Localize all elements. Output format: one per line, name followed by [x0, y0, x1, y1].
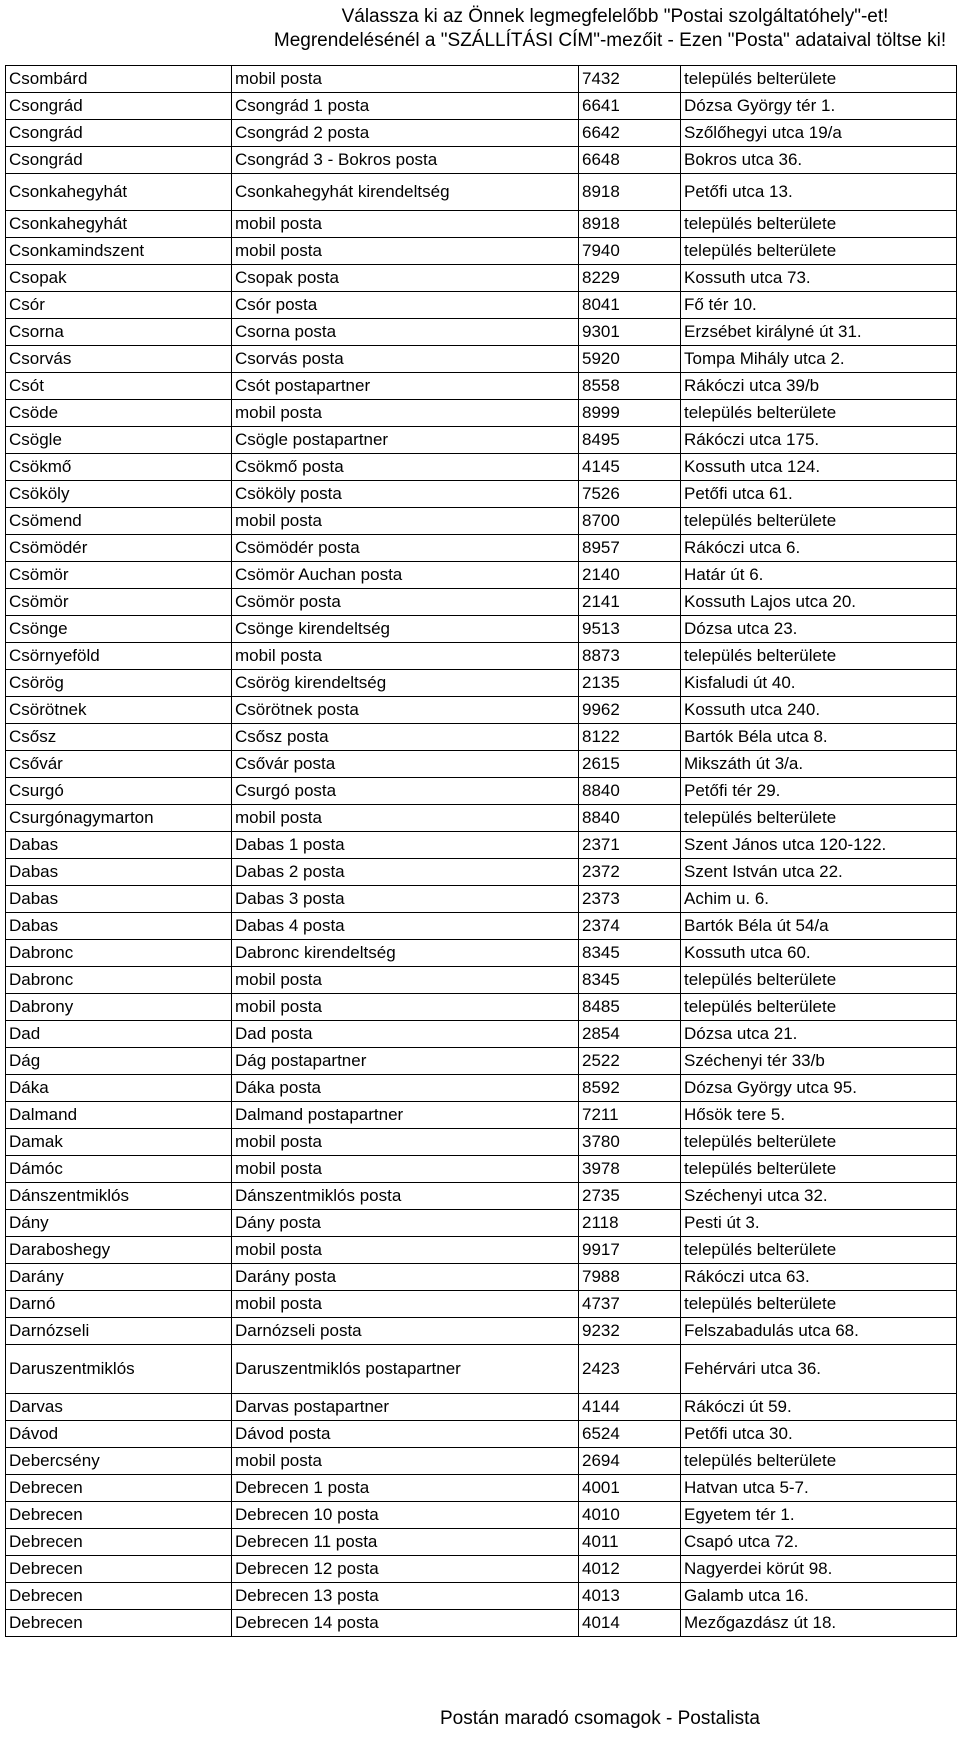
office-name-cell: Csorvás posta	[232, 346, 579, 373]
postcode-cell: 8485	[579, 994, 681, 1021]
postcode-cell: 9917	[579, 1237, 681, 1264]
address-cell: Kisfaludi út 40.	[681, 670, 957, 697]
table-row	[6, 778, 957, 805]
office-name-cell: Dáka posta	[232, 1075, 579, 1102]
table-row	[6, 211, 957, 238]
settlement-cell: Daraboshegy	[6, 1237, 232, 1264]
table-row	[6, 120, 957, 147]
address-cell: Mikszáth út 3/a.	[681, 751, 957, 778]
settlement-cell: Csombárd	[6, 66, 232, 93]
address-cell: Kossuth Lajos utca 20.	[681, 589, 957, 616]
office-name-cell: Dág postapartner	[232, 1048, 579, 1075]
address-cell: Petőfi utca 61.	[681, 481, 957, 508]
office-name-cell: Csörög kirendeltség	[232, 670, 579, 697]
postcode-cell: 3978	[579, 1156, 681, 1183]
settlement-cell: Csögle	[6, 427, 232, 454]
postcode-cell: 8592	[579, 1075, 681, 1102]
postcode-cell: 2423	[579, 1345, 681, 1394]
office-name-cell: Debrecen 12 posta	[232, 1556, 579, 1583]
address-cell: Mezőgazdász út 18.	[681, 1610, 957, 1637]
settlement-cell: Csót	[6, 373, 232, 400]
table-row	[6, 535, 957, 562]
table-row	[6, 940, 957, 967]
address-cell: Petőfi utca 30.	[681, 1421, 957, 1448]
postcode-cell: 2135	[579, 670, 681, 697]
settlement-cell: Csököly	[6, 481, 232, 508]
settlement-cell: Csömödér	[6, 535, 232, 562]
table-row	[6, 1291, 957, 1318]
office-name-cell: Dabronc kirendeltség	[232, 940, 579, 967]
office-name-cell: Debrecen 10 posta	[232, 1502, 579, 1529]
address-cell: Petőfi tér 29.	[681, 778, 957, 805]
table-row	[6, 147, 957, 174]
table-row	[6, 66, 957, 93]
settlement-cell: Csonkahegyhát	[6, 211, 232, 238]
office-name-cell: Dánszentmiklós posta	[232, 1183, 579, 1210]
settlement-cell: Dabas	[6, 859, 232, 886]
settlement-cell: Csömend	[6, 508, 232, 535]
office-name-cell: Csorna posta	[232, 319, 579, 346]
address-cell: település belterülete	[681, 805, 957, 832]
postcode-cell: 8041	[579, 292, 681, 319]
settlement-cell: Darnó	[6, 1291, 232, 1318]
address-cell: település belterülete	[681, 967, 957, 994]
table-row	[6, 1610, 957, 1637]
address-cell: Fehérvári utca 36.	[681, 1345, 957, 1394]
address-cell: Dózsa György tér 1.	[681, 93, 957, 120]
office-name-cell: Csömör Auchan posta	[232, 562, 579, 589]
table-row	[6, 292, 957, 319]
postcode-cell: 8229	[579, 265, 681, 292]
postcode-cell: 4012	[579, 1556, 681, 1583]
post-office-table-body	[6, 66, 957, 1637]
postcode-cell: 5920	[579, 346, 681, 373]
office-name-cell: Csór posta	[232, 292, 579, 319]
table-row	[6, 400, 957, 427]
settlement-cell: Csömör	[6, 562, 232, 589]
postcode-cell: 8345	[579, 940, 681, 967]
settlement-cell: Csór	[6, 292, 232, 319]
office-name-cell: Dabas 1 posta	[232, 832, 579, 859]
settlement-cell: Dabas	[6, 913, 232, 940]
office-name-cell: Csót postapartner	[232, 373, 579, 400]
postcode-cell: 9962	[579, 697, 681, 724]
postcode-cell: 4013	[579, 1583, 681, 1610]
postcode-cell: 8873	[579, 643, 681, 670]
office-name-cell: mobil posta	[232, 400, 579, 427]
office-name-cell: Csopak posta	[232, 265, 579, 292]
header-line-2: Megrendelésénél a "SZÁLLÍTÁSI CÍM"-mezőit - Ezen "Posta" adataival töltse ki!	[273, 30, 947, 51]
office-name-cell: Debrecen 14 posta	[232, 1610, 579, 1637]
settlement-cell: Dabas	[6, 832, 232, 859]
settlement-cell: Csurgó	[6, 778, 232, 805]
postcode-cell: 8495	[579, 427, 681, 454]
post-office-table	[5, 65, 957, 1637]
postcode-cell: 2118	[579, 1210, 681, 1237]
settlement-cell: Dány	[6, 1210, 232, 1237]
postcode-cell: 2371	[579, 832, 681, 859]
table-row	[6, 1448, 957, 1475]
table-row	[6, 697, 957, 724]
settlement-cell: Dabronc	[6, 967, 232, 994]
settlement-cell: Csörötnek	[6, 697, 232, 724]
office-name-cell: mobil posta	[232, 805, 579, 832]
settlement-cell: Dág	[6, 1048, 232, 1075]
postcode-cell: 4011	[579, 1529, 681, 1556]
address-cell: Kossuth utca 60.	[681, 940, 957, 967]
postcode-cell: 4144	[579, 1394, 681, 1421]
settlement-cell: Debrecen	[6, 1583, 232, 1610]
address-cell: Felszabadulás utca 68.	[681, 1318, 957, 1345]
table-row	[6, 1529, 957, 1556]
settlement-cell: Csongrád	[6, 93, 232, 120]
office-name-cell: Csörötnek posta	[232, 697, 579, 724]
office-name-cell: Csurgó posta	[232, 778, 579, 805]
settlement-cell: Csönge	[6, 616, 232, 643]
address-cell: Fő tér 10.	[681, 292, 957, 319]
table-row	[6, 1583, 957, 1610]
settlement-cell: Dávod	[6, 1421, 232, 1448]
office-name-cell: Daruszentmiklós postapartner	[232, 1345, 579, 1394]
postcode-cell: 4001	[579, 1475, 681, 1502]
page-header	[0, 0, 960, 53]
address-cell: Egyetem tér 1.	[681, 1502, 957, 1529]
table-row	[6, 724, 957, 751]
office-name-cell: Dabas 4 posta	[232, 913, 579, 940]
settlement-cell: Csöde	[6, 400, 232, 427]
address-cell: Petőfi utca 13.	[681, 174, 957, 211]
settlement-cell: Dalmand	[6, 1102, 232, 1129]
postcode-cell: 6524	[579, 1421, 681, 1448]
postcode-cell: 7940	[579, 238, 681, 265]
office-name-cell: Debrecen 13 posta	[232, 1583, 579, 1610]
settlement-cell: Darnózseli	[6, 1318, 232, 1345]
address-cell: település belterülete	[681, 994, 957, 1021]
office-name-cell: mobil posta	[232, 643, 579, 670]
table-row	[6, 1021, 957, 1048]
table-row	[6, 1210, 957, 1237]
address-cell: Rákóczi utca 39/b	[681, 373, 957, 400]
office-name-cell: Csongrád 2 posta	[232, 120, 579, 147]
address-cell: Tompa Mihály utca 2.	[681, 346, 957, 373]
table-row	[6, 886, 957, 913]
postcode-cell: 7526	[579, 481, 681, 508]
address-cell: Erzsébet királyné út 31.	[681, 319, 957, 346]
address-cell: Nagyerdei körút 98.	[681, 1556, 957, 1583]
office-name-cell: Dabas 2 posta	[232, 859, 579, 886]
address-cell: település belterülete	[681, 66, 957, 93]
address-cell: település belterülete	[681, 1129, 957, 1156]
table-row	[6, 427, 957, 454]
header-line-1: Válassza ki az Önnek legmegfelelőbb "Postai szolgáltatóhely"-et!	[341, 6, 889, 27]
postcode-cell: 4145	[579, 454, 681, 481]
settlement-cell: Daruszentmiklós	[6, 1345, 232, 1394]
settlement-cell: Csorna	[6, 319, 232, 346]
address-cell: település belterülete	[681, 211, 957, 238]
office-name-cell: Csököly posta	[232, 481, 579, 508]
office-name-cell: Csősz posta	[232, 724, 579, 751]
settlement-cell: Csömör	[6, 589, 232, 616]
address-cell: Bartók Béla út 54/a	[681, 913, 957, 940]
office-name-cell: mobil posta	[232, 1129, 579, 1156]
settlement-cell: Debrecen	[6, 1475, 232, 1502]
office-name-cell: mobil posta	[232, 1448, 579, 1475]
table-row	[6, 1421, 957, 1448]
address-cell: Határ út 6.	[681, 562, 957, 589]
address-cell: Széchenyi tér 33/b	[681, 1048, 957, 1075]
postcode-cell: 8957	[579, 535, 681, 562]
page-footer: Postán maradó csomagok - Postalista	[440, 1708, 760, 1729]
settlement-cell: Csörög	[6, 670, 232, 697]
settlement-cell: Darány	[6, 1264, 232, 1291]
settlement-cell: Dabas	[6, 886, 232, 913]
table-row	[6, 265, 957, 292]
address-cell: Dózsa utca 21.	[681, 1021, 957, 1048]
table-row	[6, 1102, 957, 1129]
postcode-cell: 3780	[579, 1129, 681, 1156]
table-row	[6, 1237, 957, 1264]
settlement-cell: Csonkahegyhát	[6, 174, 232, 211]
table-row	[6, 1048, 957, 1075]
table-row	[6, 1318, 957, 1345]
postcode-cell: 2374	[579, 913, 681, 940]
address-cell: település belterülete	[681, 508, 957, 535]
address-cell: Rákóczi utca 175.	[681, 427, 957, 454]
address-cell: Rákóczi utca 6.	[681, 535, 957, 562]
office-name-cell: mobil posta	[232, 967, 579, 994]
postcode-cell: 7211	[579, 1102, 681, 1129]
table-row	[6, 508, 957, 535]
office-name-cell: Dad posta	[232, 1021, 579, 1048]
postcode-cell: 2372	[579, 859, 681, 886]
postcode-cell: 8918	[579, 211, 681, 238]
postcode-cell: 6648	[579, 147, 681, 174]
settlement-cell: Dabrony	[6, 994, 232, 1021]
settlement-cell: Dad	[6, 1021, 232, 1048]
postcode-cell: 2140	[579, 562, 681, 589]
table-row	[6, 319, 957, 346]
postcode-cell: 2854	[579, 1021, 681, 1048]
address-cell: Kossuth utca 73.	[681, 265, 957, 292]
table-row	[6, 1345, 957, 1394]
table-row	[6, 832, 957, 859]
postcode-cell: 7988	[579, 1264, 681, 1291]
settlement-cell: Csonkamindszent	[6, 238, 232, 265]
office-name-cell: mobil posta	[232, 1237, 579, 1264]
table-row	[6, 1129, 957, 1156]
settlement-cell: Dámóc	[6, 1156, 232, 1183]
settlement-cell: Debrecen	[6, 1610, 232, 1637]
office-name-cell: Csonkahegyhát kirendeltség	[232, 174, 579, 211]
table-row	[6, 93, 957, 120]
address-cell: Dózsa utca 23.	[681, 616, 957, 643]
address-cell: Achim u. 6.	[681, 886, 957, 913]
postcode-cell: 2522	[579, 1048, 681, 1075]
office-name-cell: Darnózseli posta	[232, 1318, 579, 1345]
postcode-cell: 8840	[579, 805, 681, 832]
office-name-cell: Csönge kirendeltség	[232, 616, 579, 643]
address-cell: település belterülete	[681, 400, 957, 427]
table-row	[6, 1502, 957, 1529]
office-name-cell: Csongrád 3 - Bokros posta	[232, 147, 579, 174]
postcode-cell: 6641	[579, 93, 681, 120]
office-name-cell: Csömör posta	[232, 589, 579, 616]
table-row	[6, 454, 957, 481]
table-row	[6, 670, 957, 697]
table-row	[6, 1183, 957, 1210]
table-row	[6, 1156, 957, 1183]
office-name-cell: Csögle postapartner	[232, 427, 579, 454]
table-row	[6, 805, 957, 832]
table-row	[6, 1556, 957, 1583]
postcode-cell: 8999	[579, 400, 681, 427]
address-cell: Bartók Béla utca 8.	[681, 724, 957, 751]
address-cell: Széchenyi utca 32.	[681, 1183, 957, 1210]
settlement-cell: Debrecen	[6, 1529, 232, 1556]
postcode-cell: 4010	[579, 1502, 681, 1529]
postcode-cell: 9232	[579, 1318, 681, 1345]
settlement-cell: Csökmő	[6, 454, 232, 481]
office-name-cell: Darvas postapartner	[232, 1394, 579, 1421]
address-cell: település belterülete	[681, 1156, 957, 1183]
table-row	[6, 346, 957, 373]
office-name-cell: Dány posta	[232, 1210, 579, 1237]
postcode-cell: 8840	[579, 778, 681, 805]
address-cell: település belterülete	[681, 1291, 957, 1318]
table-row	[6, 994, 957, 1021]
office-name-cell: mobil posta	[232, 66, 579, 93]
table-row	[6, 481, 957, 508]
table-row	[6, 751, 957, 778]
address-cell: Szent István utca 22.	[681, 859, 957, 886]
address-cell: Galamb utca 16.	[681, 1583, 957, 1610]
address-cell: Bokros utca 36.	[681, 147, 957, 174]
table-row	[6, 967, 957, 994]
settlement-cell: Debrecen	[6, 1556, 232, 1583]
postcode-cell: 9301	[579, 319, 681, 346]
office-name-cell: mobil posta	[232, 1291, 579, 1318]
address-cell: Csapó utca 72.	[681, 1529, 957, 1556]
table-row	[6, 616, 957, 643]
settlement-cell: Csörnyeföld	[6, 643, 232, 670]
postcode-cell: 8345	[579, 967, 681, 994]
settlement-cell: Darvas	[6, 1394, 232, 1421]
address-cell: Rákóczi út 59.	[681, 1394, 957, 1421]
settlement-cell: Debercsény	[6, 1448, 232, 1475]
address-cell: Rákóczi utca 63.	[681, 1264, 957, 1291]
address-cell: település belterülete	[681, 1237, 957, 1264]
office-name-cell: Dalmand postapartner	[232, 1102, 579, 1129]
address-cell: település belterülete	[681, 643, 957, 670]
postcode-cell: 4737	[579, 1291, 681, 1318]
office-name-cell: mobil posta	[232, 238, 579, 265]
table-row	[6, 859, 957, 886]
settlement-cell: Debrecen	[6, 1502, 232, 1529]
postcode-cell: 6642	[579, 120, 681, 147]
table-row	[6, 373, 957, 400]
settlement-cell: Dánszentmiklós	[6, 1183, 232, 1210]
postcode-cell: 7432	[579, 66, 681, 93]
table-row	[6, 913, 957, 940]
settlement-cell: Csősz	[6, 724, 232, 751]
office-name-cell: Csökmő posta	[232, 454, 579, 481]
table-row	[6, 562, 957, 589]
table-row	[6, 1264, 957, 1291]
table-row	[6, 238, 957, 265]
office-name-cell: Dabas 3 posta	[232, 886, 579, 913]
postcode-cell: 2694	[579, 1448, 681, 1475]
postcode-cell: 2373	[579, 886, 681, 913]
settlement-cell: Csurgónagymarton	[6, 805, 232, 832]
address-cell: település belterülete	[681, 238, 957, 265]
postcode-cell: 8122	[579, 724, 681, 751]
settlement-cell: Dáka	[6, 1075, 232, 1102]
office-name-cell: mobil posta	[232, 1156, 579, 1183]
settlement-cell: Csopak	[6, 265, 232, 292]
table-row	[6, 174, 957, 211]
address-cell: Dózsa György utca 95.	[681, 1075, 957, 1102]
office-name-cell: Debrecen 11 posta	[232, 1529, 579, 1556]
address-cell: Kossuth utca 240.	[681, 697, 957, 724]
postcode-cell: 4014	[579, 1610, 681, 1637]
settlement-cell: Csővár	[6, 751, 232, 778]
postcode-cell: 2615	[579, 751, 681, 778]
office-name-cell: Dávod posta	[232, 1421, 579, 1448]
settlement-cell: Dabronc	[6, 940, 232, 967]
address-cell: Hatvan utca 5-7.	[681, 1475, 957, 1502]
settlement-cell: Csorvás	[6, 346, 232, 373]
postcode-cell: 8558	[579, 373, 681, 400]
address-cell: Kossuth utca 124.	[681, 454, 957, 481]
table-row	[6, 1475, 957, 1502]
address-cell: Pesti út 3.	[681, 1210, 957, 1237]
table-row	[6, 643, 957, 670]
settlement-cell: Csongrád	[6, 120, 232, 147]
office-name-cell: mobil posta	[232, 211, 579, 238]
address-cell: Szent János utca 120-122.	[681, 832, 957, 859]
office-name-cell: mobil posta	[232, 508, 579, 535]
address-cell: település belterülete	[681, 1448, 957, 1475]
address-cell: Hősök tere 5.	[681, 1102, 957, 1129]
office-name-cell: Csömödér posta	[232, 535, 579, 562]
office-name-cell: mobil posta	[232, 994, 579, 1021]
postcode-cell: 2735	[579, 1183, 681, 1210]
postcode-cell: 8918	[579, 174, 681, 211]
table-row	[6, 1394, 957, 1421]
table-row	[6, 1075, 957, 1102]
settlement-cell: Damak	[6, 1129, 232, 1156]
office-name-cell: Debrecen 1 posta	[232, 1475, 579, 1502]
postcode-cell: 9513	[579, 616, 681, 643]
postcode-cell: 8700	[579, 508, 681, 535]
office-name-cell: Csővár posta	[232, 751, 579, 778]
table-row	[6, 589, 957, 616]
address-cell: Szőlőhegyi utca 19/a	[681, 120, 957, 147]
settlement-cell: Csongrád	[6, 147, 232, 174]
office-name-cell: Darány posta	[232, 1264, 579, 1291]
office-name-cell: Csongrád 1 posta	[232, 93, 579, 120]
postcode-cell: 2141	[579, 589, 681, 616]
